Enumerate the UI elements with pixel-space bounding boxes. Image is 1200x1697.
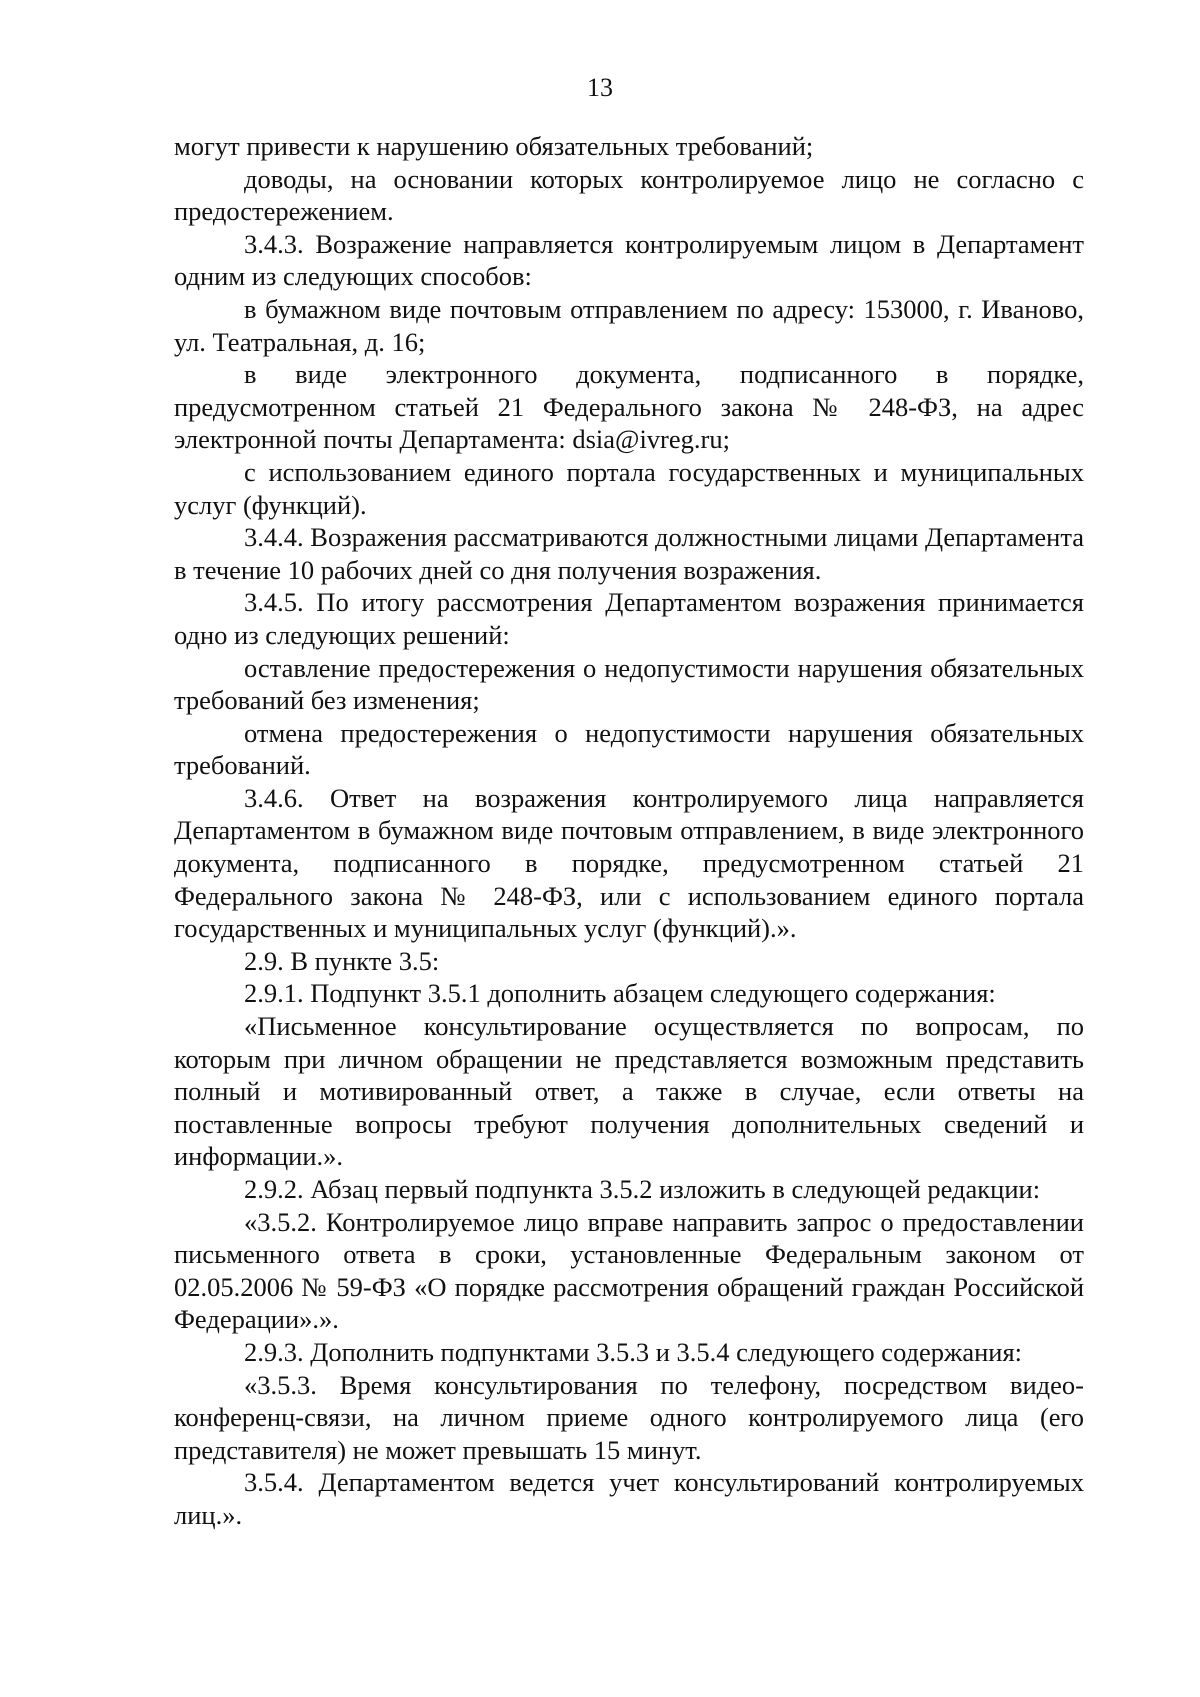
paragraph: отмена предостережения о недопустимости нарушения обязательных требований. <box>174 717 1084 781</box>
paragraph: 3.4.6. Ответ на возражения контролируемого лица направляется Департаментом в бумажном виде почтовым отправлением, в виде электронного документа, подписанного в порядке, предусмотренном статьей 21 Федерального закона № 248-ФЗ, или с использованием единого портала государственных и муниципальных услуг (функций).». <box>174 782 1084 944</box>
document-body <box>174 130 1084 1532</box>
paragraph: с использованием единого портала государственных и муниципальных услуг (функций). <box>174 456 1084 520</box>
paragraph: в бумажном виде почтовым отправлением по адресу: 153000, г. Иваново, ул. Театральная, д. 16; <box>174 293 1084 357</box>
paragraph: «3.5.2. Контролируемое лицо вправе направить запрос о предоставлении письменного ответа в сроки, установленные Федеральным законом от 02.05.2006 № 59-ФЗ «О порядке рассмотрения обращений граждан Российской Федерации».». <box>174 1206 1084 1335</box>
paragraph: «Письменное консультирование осуществляется по вопросам, по которым при личном обращении не представляется возможным представить полный и мотивированный ответ, а также в случае, если ответы на поставленные вопросы требуют получения дополнительных сведений и информации.». <box>174 1011 1084 1172</box>
paragraph: 2.9.1. Подпункт 3.5.1 дополнить абзацем следующего содержания: <box>244 978 996 1009</box>
paragraph: «3.5.3. Время консультирования по телефону, посредством видео-конференц-связи, на личном приеме одного контролируемого лица (его представителя) не может превышать 15 минут. <box>174 1369 1084 1465</box>
paragraph: в виде электронного документа, подписанного в порядке, предусмотренном статьей 21 Федерального закона № 248-ФЗ, на адрес электронной почты Департамента: dsia@ivreg.ru; <box>174 359 1084 455</box>
paragraph: 2.9. В пункте 3.5: <box>244 945 440 976</box>
page-number: 13 <box>587 73 613 102</box>
paragraph: доводы, на основании которых контролируемое лицо не согласно с предостережением. <box>174 163 1084 227</box>
paragraph: 3.4.3. Возражение направляется контролируемым лицом в Департамент одним из следующих способов: <box>174 228 1084 292</box>
paragraph: 2.9.3. Дополнить подпунктами 3.5.3 и 3.5.4 следующего содержания: <box>244 1336 1023 1367</box>
paragraph: 3.4.5. По итогу рассмотрения Департаментом возражения принимается одно из следующих решений: <box>174 587 1084 650</box>
paragraph: 3.4.4. Возражения рассматриваются должностными лицами Департамента в течение 10 рабочих дней со дня получения возражения. <box>174 522 1084 585</box>
paragraph: 3.5.4. Департаментом ведется учет консультирований контролируемых лиц.». <box>174 1467 1084 1530</box>
paragraph: могут привести к нарушению обязательных требований; <box>174 131 814 161</box>
paragraph: оставление предостережения о недопустимости нарушения обязательных требований без изменения; <box>174 652 1084 716</box>
paragraph: 2.9.2. Абзац первый подпункта 3.5.2 изложить в следующей редакции: <box>244 1174 1041 1204</box>
